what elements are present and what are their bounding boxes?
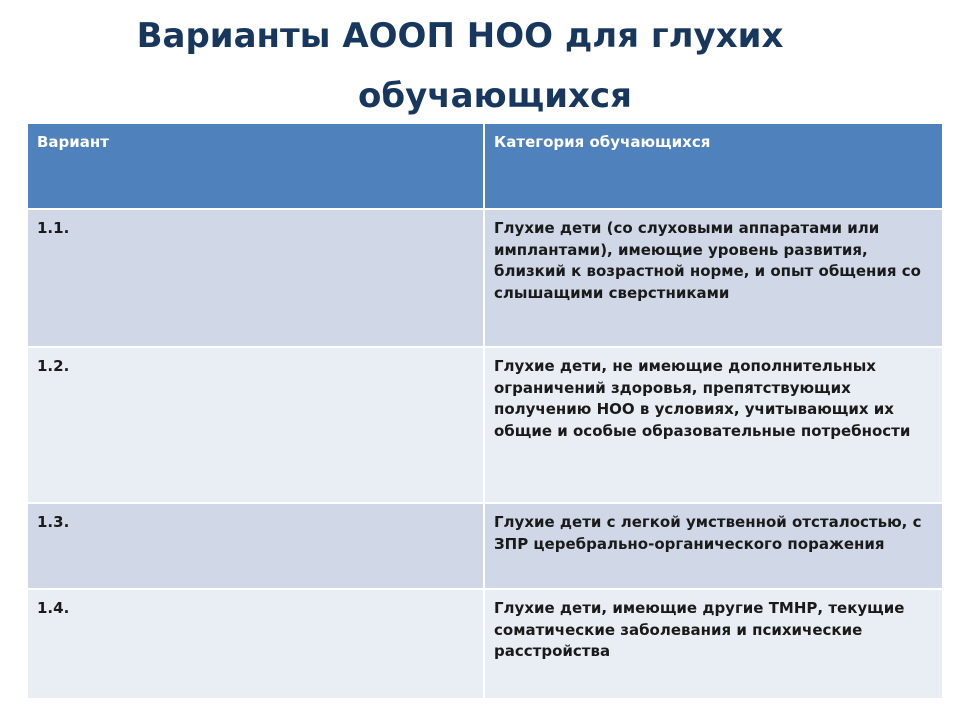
table-header-row	[27, 123, 943, 209]
slide-title-line-1: Варианты АООП НОО для глухих	[136, 16, 784, 56]
table-row	[27, 347, 943, 503]
category-cell: Глухие дети (со слуховыми аппаратами или имплантами), имеющие уровень развития, близкий к возрастной норме, и опыт общения со слышащими сверстниками	[484, 209, 943, 347]
slide-title-line-2: обучающихся	[358, 76, 632, 116]
variant-cell: 1.2.	[27, 347, 484, 503]
variant-cell: 1.4.	[27, 589, 484, 699]
table-row	[27, 209, 943, 347]
table-row	[27, 503, 943, 589]
variant-cell: 1.1.	[27, 209, 484, 347]
category-cell: Глухие дети, имеющие другие ТМНР, текущие соматические заболевания и психические расстройства	[484, 589, 943, 699]
category-cell: Глухие дети с легкой умственной отсталостью, с ЗПР церебрально-органического поражения	[484, 503, 943, 589]
variant-cell: 1.3.	[27, 503, 484, 589]
variants-table	[26, 122, 944, 700]
slide-title	[60, 6, 860, 126]
header-category: Категория обучающихся	[484, 123, 943, 209]
header-variant: Вариант	[27, 123, 484, 209]
category-cell: Глухие дети, не имеющие дополнительных ограничений здоровья, препятствующих получению НОО в условиях, учитывающих их общие и особые образовательные потребности	[484, 347, 943, 503]
table-row	[27, 589, 943, 699]
